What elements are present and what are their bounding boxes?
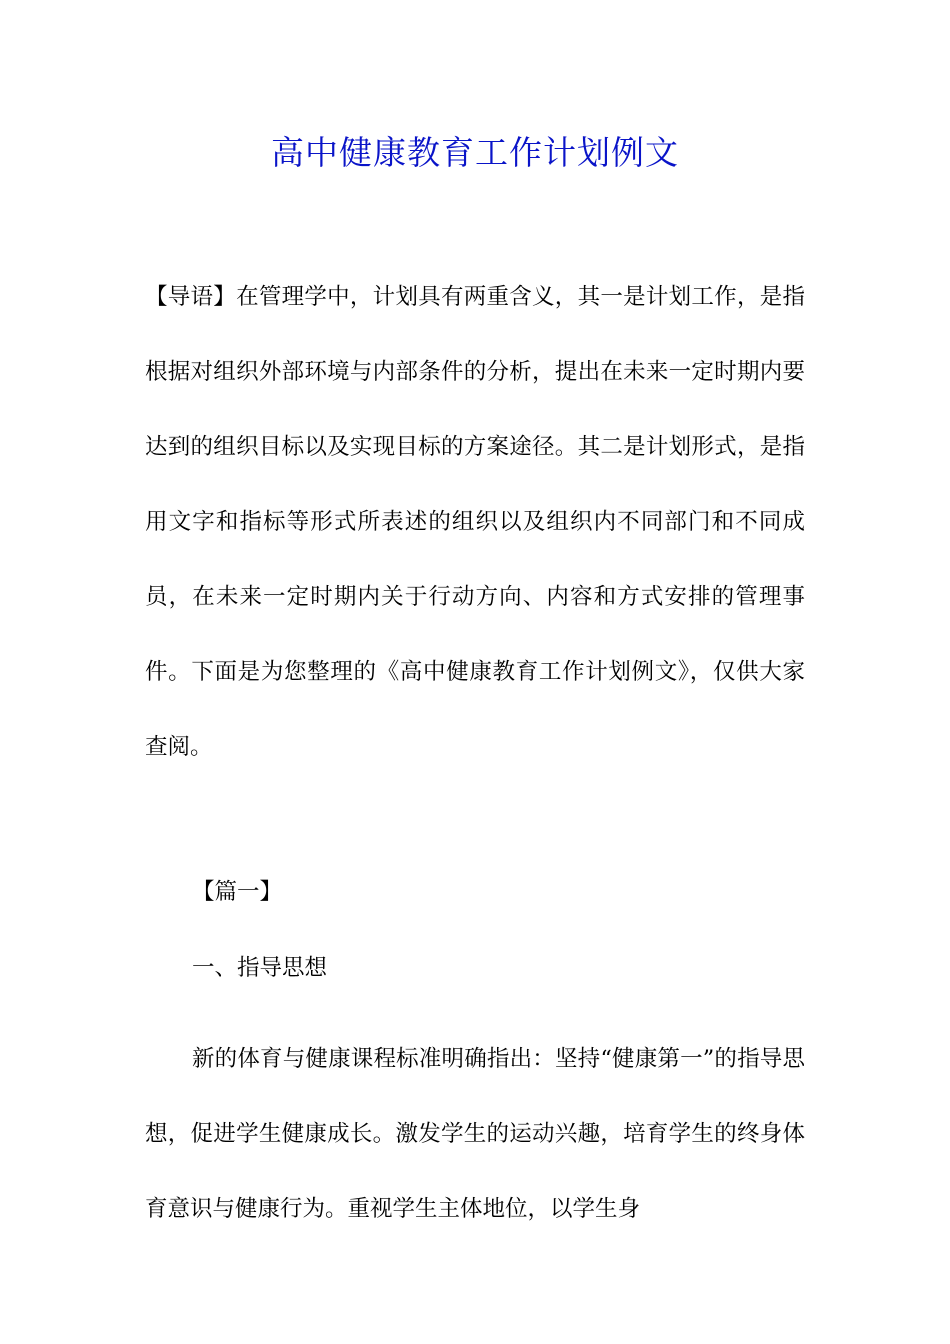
section-heading: 【篇一】: [192, 879, 283, 905]
document-title: 高中健康教育工作计划例文: [271, 133, 679, 172]
body-paragraph: 新的体育与健康课程标准明确指出：坚持“健康第一”的指导思想，促进学生健康成长。激发学生的运动兴趣，培育学生的终身体育意识与健康行为。重视学生主体地位，以学生身: [145, 1046, 805, 1222]
section-subheading: 一、指导思想: [192, 955, 328, 981]
intro-paragraph: 【导语】在管理学中，计划具有两重含义，其一是计划工作，是指根据对组织外部环境与内部条件的分析，提出在未来一定时期内要达到的组织目标以及实现目标的方案途径。其二是计划形式，是指用文字和指标等形式所表述的组织以及组织内不同部门和不同成员，在未来一定时期内关于行动方向、内容和方式安排的管理事件。下面是为您整理的《高中健康教育工作计划例文》，仅供大家查阅。: [145, 284, 805, 760]
